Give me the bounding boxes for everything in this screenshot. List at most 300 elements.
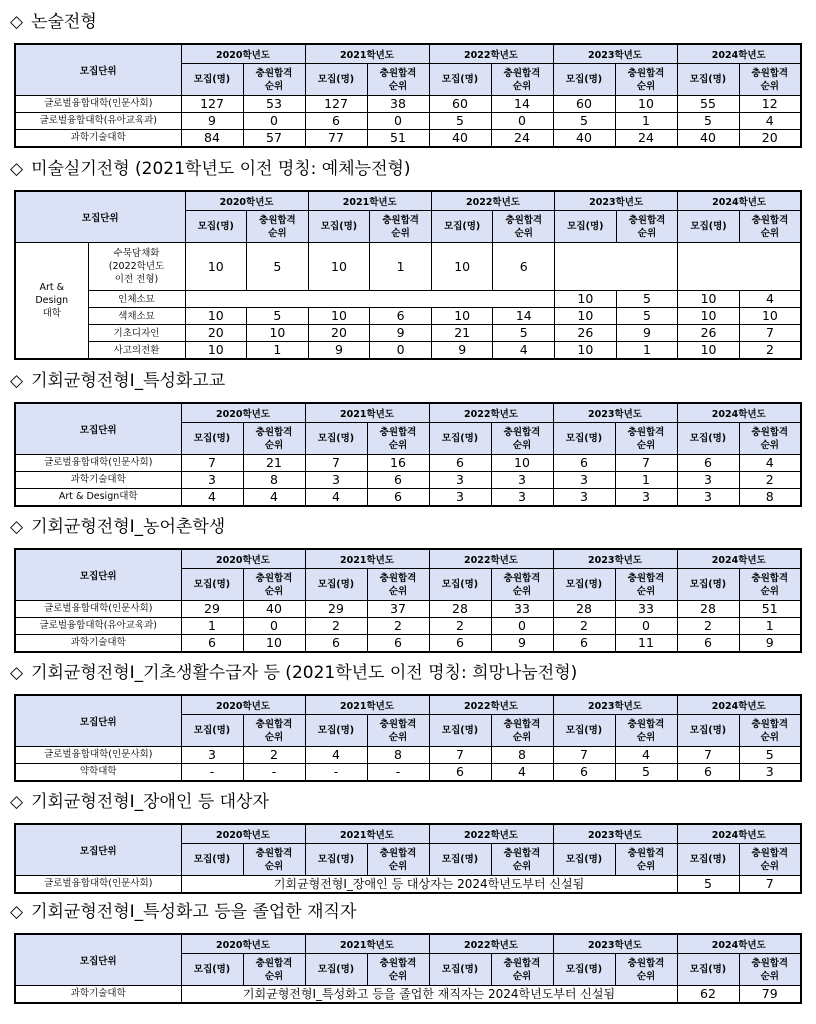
section-title-text: 기회균형전형Ⅰ_농어촌학생: [31, 517, 226, 537]
year-header: 2024학년도: [677, 824, 801, 844]
unit-header: 모집단위: [15, 695, 181, 747]
recruit-count-header: 모집(명): [677, 844, 739, 876]
value-cell: 1: [247, 342, 309, 360]
note-cell: 기회균형전형Ⅰ_장애인 등 대상자는 2024학년도부터 신설됨: [181, 876, 677, 894]
recruit-count-header: 모집(명): [305, 64, 367, 96]
admission-section: [10, 513, 802, 653]
value-cell: -: [181, 764, 243, 782]
additional-pass-rank-header: 충원합격 순위: [491, 569, 553, 601]
value-cell: 4: [615, 747, 677, 764]
value-cell: 7: [615, 455, 677, 472]
value-cell: 4: [739, 113, 801, 130]
value-cell: 6: [305, 113, 367, 130]
value-cell: 4: [243, 489, 305, 507]
admission-section: [10, 8, 802, 148]
value-cell: 127: [305, 96, 367, 113]
unit-label: 과학기술대학: [15, 635, 181, 653]
value-cell: 0: [491, 113, 553, 130]
value-cell: 5: [616, 291, 678, 308]
value-cell: 3: [429, 489, 491, 507]
diamond-icon: ◇: [10, 371, 24, 391]
year-header: 2022학년도: [429, 549, 553, 569]
additional-pass-rank-header: 충원합격 순위: [491, 64, 553, 96]
value-cell: 10: [185, 342, 247, 360]
recruit-count-header: 모집(명): [677, 954, 739, 986]
additional-pass-rank-header: 충원합격 순위: [243, 715, 305, 747]
value-cell: 127: [181, 96, 243, 113]
value-cell: 6: [677, 764, 739, 782]
value-cell: 7: [677, 747, 739, 764]
unit-label: 글로벌융합대학(인문사회): [15, 601, 181, 618]
value-cell: 40: [243, 601, 305, 618]
value-cell: 5: [429, 113, 491, 130]
value-cell: 40: [677, 130, 739, 148]
value-cell: 60: [429, 96, 491, 113]
value-cell: 3: [739, 764, 801, 782]
value-cell: 16: [367, 455, 429, 472]
additional-pass-rank-header: 충원합격 순위: [370, 211, 432, 243]
value-cell: 4: [493, 342, 555, 360]
year-header: 2020학년도: [181, 695, 305, 715]
recruit-count-header: 모집(명): [429, 954, 491, 986]
header-row-years: [15, 549, 801, 569]
section-title: [10, 659, 802, 694]
admission-table: [14, 402, 802, 507]
value-cell: 5: [677, 113, 739, 130]
recruit-count-header: 모집(명): [305, 844, 367, 876]
unit-label: 기초디자인: [88, 325, 185, 342]
admission-table: [14, 933, 802, 1004]
year-header: 2020학년도: [181, 934, 305, 954]
value-cell: 7: [305, 455, 367, 472]
value-cell: 5: [615, 764, 677, 782]
admission-table: [14, 190, 802, 360]
year-header: 2021학년도: [305, 549, 429, 569]
year-header: 2024학년도: [677, 695, 801, 715]
value-cell: 3: [429, 472, 491, 489]
diamond-icon: ◇: [10, 792, 24, 812]
value-cell: 3: [553, 472, 615, 489]
diamond-icon: ◇: [10, 159, 24, 179]
additional-pass-rank-header: 충원합격 순위: [243, 64, 305, 96]
year-header: 2022학년도: [429, 44, 553, 64]
unit-label: 글로벌융합대학(인문사회): [15, 876, 181, 894]
table-row: [15, 342, 801, 360]
value-cell: 10: [185, 243, 247, 291]
recruit-count-header: 모집(명): [185, 211, 247, 243]
year-header: 2021학년도: [305, 934, 429, 954]
value-cell: 2: [243, 747, 305, 764]
value-cell: 12: [739, 96, 801, 113]
additional-pass-rank-header: 충원합격 순위: [615, 954, 677, 986]
value-cell: 5: [493, 325, 555, 342]
table-row: [15, 764, 801, 782]
unit-label: 과학기술대학: [15, 130, 181, 148]
value-cell: 9: [181, 113, 243, 130]
value-cell: 10: [308, 243, 370, 291]
value-cell: 5: [553, 113, 615, 130]
value-cell: 20: [185, 325, 247, 342]
value-cell: 37: [367, 601, 429, 618]
year-header: 2023학년도: [553, 403, 677, 423]
table-row: [15, 113, 801, 130]
recruit-count-header: 모집(명): [181, 569, 243, 601]
recruit-count-header: 모집(명): [555, 211, 617, 243]
value-cell: 40: [429, 130, 491, 148]
year-header: 2023학년도: [553, 549, 677, 569]
value-cell: 1: [616, 342, 678, 360]
value-cell: 3: [305, 472, 367, 489]
additional-pass-rank-header: 충원합격 순위: [615, 844, 677, 876]
empty-cell: [678, 243, 801, 291]
group-label: Art & Design 대학: [15, 243, 88, 360]
recruit-count-header: 모집(명): [429, 715, 491, 747]
additional-pass-rank-header: 충원합격 순위: [739, 954, 801, 986]
table-row: [15, 986, 801, 1004]
table-row: [15, 308, 801, 325]
value-cell: 2: [305, 618, 367, 635]
recruit-count-header: 모집(명): [181, 954, 243, 986]
unit-header: 모집단위: [15, 549, 181, 601]
additional-pass-rank-header: 충원합격 순위: [367, 715, 429, 747]
value-cell: 0: [615, 618, 677, 635]
recruit-count-header: 모집(명): [553, 954, 615, 986]
recruit-count-header: 모집(명): [429, 569, 491, 601]
value-cell: 6: [553, 455, 615, 472]
value-cell: 4: [305, 747, 367, 764]
value-cell: 9: [370, 325, 432, 342]
header-row-years: [15, 695, 801, 715]
value-cell: 3: [181, 472, 243, 489]
year-header: 2020학년도: [181, 824, 305, 844]
value-cell: 6: [429, 764, 491, 782]
value-cell: 29: [305, 601, 367, 618]
diamond-icon: ◇: [10, 517, 24, 537]
value-cell: 24: [615, 130, 677, 148]
admission-section: [10, 367, 802, 507]
value-cell: 10: [555, 308, 617, 325]
unit-header: 모집단위: [15, 934, 181, 986]
section-title: [10, 898, 802, 933]
value-cell: 7: [429, 747, 491, 764]
value-cell: 40: [553, 130, 615, 148]
value-cell: 10: [555, 291, 617, 308]
value-cell: 4: [739, 455, 801, 472]
value-cell: 38: [367, 96, 429, 113]
unit-label: 인체소묘: [88, 291, 185, 308]
value-cell: 10: [555, 342, 617, 360]
value-cell: 11: [615, 635, 677, 653]
year-header: 2022학년도: [429, 934, 553, 954]
recruit-count-header: 모집(명): [181, 423, 243, 455]
additional-pass-rank-header: 충원합격 순위: [493, 211, 555, 243]
value-cell: 6: [429, 635, 491, 653]
additional-pass-rank-header: 충원합격 순위: [243, 844, 305, 876]
additional-pass-rank-header: 충원합격 순위: [616, 211, 678, 243]
value-cell: 84: [181, 130, 243, 148]
value-cell: 2: [429, 618, 491, 635]
unit-label: 글로벌융합대학(인문사회): [15, 96, 181, 113]
diamond-icon: ◇: [10, 902, 24, 922]
value-cell: 1: [370, 243, 432, 291]
table-row: [15, 455, 801, 472]
year-header: 2020학년도: [181, 44, 305, 64]
recruit-count-header: 모집(명): [181, 715, 243, 747]
table-row: [15, 130, 801, 148]
value-cell: -: [367, 764, 429, 782]
additional-pass-rank-header: 충원합격 순위: [243, 954, 305, 986]
value-cell: 2: [677, 618, 739, 635]
additional-pass-rank-header: 충원합격 순위: [367, 844, 429, 876]
value-cell: 0: [243, 618, 305, 635]
value-cell: 6: [429, 455, 491, 472]
unit-header: 모집단위: [15, 824, 181, 876]
section-title: [10, 8, 802, 43]
value-cell: 4: [181, 489, 243, 507]
empty-cell: [555, 243, 678, 291]
additional-pass-rank-header: 충원합격 순위: [739, 423, 801, 455]
value-cell: 7: [739, 325, 801, 342]
value-cell: 77: [305, 130, 367, 148]
year-header: 2021학년도: [305, 403, 429, 423]
value-cell: 51: [367, 130, 429, 148]
recruit-count-header: 모집(명): [677, 423, 739, 455]
additional-pass-rank-header: 충원합격 순위: [615, 64, 677, 96]
value-cell: 10: [739, 308, 801, 325]
value-cell: 3: [491, 489, 553, 507]
value-cell: 4: [305, 489, 367, 507]
header-row-years: [15, 191, 801, 211]
additional-pass-rank-header: 충원합격 순위: [739, 569, 801, 601]
recruit-count-header: 모집(명): [553, 715, 615, 747]
value-cell: 14: [493, 308, 555, 325]
value-cell: 3: [677, 489, 739, 507]
table-row: [15, 747, 801, 764]
value-cell: 10: [247, 325, 309, 342]
section-title-text: 논술전형: [31, 12, 97, 32]
year-header: 2023학년도: [553, 824, 677, 844]
table-row: [15, 96, 801, 113]
value-cell: 3: [677, 472, 739, 489]
unit-label: 색채소묘: [88, 308, 185, 325]
year-header: 2020학년도: [185, 191, 308, 211]
value-cell: 4: [491, 764, 553, 782]
additional-pass-rank-header: 충원합격 순위: [739, 64, 801, 96]
value-cell: 1: [739, 618, 801, 635]
table-row: [15, 291, 801, 308]
additional-pass-rank-header: 충원합격 순위: [739, 844, 801, 876]
value-cell: 62: [677, 986, 739, 1004]
recruit-count-header: 모집(명): [553, 844, 615, 876]
additional-pass-rank-header: 충원합격 순위: [247, 211, 309, 243]
admission-section: [10, 155, 802, 360]
recruit-count-header: 모집(명): [181, 64, 243, 96]
recruit-count-header: 모집(명): [678, 211, 740, 243]
additional-pass-rank-header: 충원합격 순위: [367, 64, 429, 96]
admission-table: [14, 43, 802, 148]
unit-label: 수묵담채화 (2022학년도 이전 전형): [88, 243, 185, 291]
recruit-count-header: 모집(명): [429, 64, 491, 96]
value-cell: 10: [243, 635, 305, 653]
value-cell: 7: [739, 876, 801, 894]
unit-label: Art & Design대학: [15, 489, 181, 507]
value-cell: 33: [615, 601, 677, 618]
table-row: [15, 489, 801, 507]
additional-pass-rank-header: 충원합격 순위: [615, 715, 677, 747]
diamond-icon: ◇: [10, 12, 24, 32]
recruit-count-header: 모집(명): [553, 64, 615, 96]
value-cell: 21: [431, 325, 493, 342]
value-cell: 9: [431, 342, 493, 360]
value-cell: 14: [491, 96, 553, 113]
additional-pass-rank-header: 충원합격 순위: [491, 844, 553, 876]
value-cell: 1: [181, 618, 243, 635]
additional-pass-rank-header: 충원합격 순위: [243, 569, 305, 601]
value-cell: 2: [739, 472, 801, 489]
recruit-count-header: 모집(명): [181, 844, 243, 876]
recruit-count-header: 모집(명): [553, 569, 615, 601]
unit-label: 사고의전환: [88, 342, 185, 360]
table-row: [15, 618, 801, 635]
value-cell: 0: [370, 342, 432, 360]
value-cell: 6: [553, 764, 615, 782]
value-cell: 1: [615, 113, 677, 130]
table-row: [15, 601, 801, 618]
table-row: [15, 243, 801, 291]
value-cell: 79: [739, 986, 801, 1004]
value-cell: 2: [553, 618, 615, 635]
value-cell: 55: [677, 96, 739, 113]
value-cell: 5: [247, 308, 309, 325]
value-cell: 6: [677, 455, 739, 472]
additional-pass-rank-header: 충원합격 순위: [491, 954, 553, 986]
value-cell: 26: [555, 325, 617, 342]
section-title-text: 미술실기전형 (2021학년도 이전 명칭: 예체능전형): [31, 159, 411, 179]
value-cell: 10: [615, 96, 677, 113]
admission-table: [14, 823, 802, 894]
value-cell: 4: [739, 291, 801, 308]
value-cell: 60: [553, 96, 615, 113]
year-header: 2021학년도: [308, 191, 431, 211]
section-title: [10, 513, 802, 548]
year-header: 2024학년도: [677, 403, 801, 423]
admission-section: [10, 659, 802, 782]
section-title-text: 기회균형전형Ⅰ_특성화고 등을 졸업한 재직자: [31, 902, 357, 922]
unit-label: 글로벌융합대학(인문사회): [15, 455, 181, 472]
table-row: [15, 325, 801, 342]
value-cell: 10: [431, 243, 493, 291]
unit-header: 모집단위: [15, 44, 181, 96]
value-cell: 6: [367, 635, 429, 653]
section-title: [10, 367, 802, 402]
header-row-years: [15, 934, 801, 954]
recruit-count-header: 모집(명): [308, 211, 370, 243]
value-cell: 5: [677, 876, 739, 894]
year-header: 2021학년도: [305, 695, 429, 715]
recruit-count-header: 모집(명): [677, 569, 739, 601]
recruit-count-header: 모집(명): [429, 844, 491, 876]
value-cell: 7: [553, 747, 615, 764]
additional-pass-rank-header: 충원합격 순위: [739, 211, 801, 243]
value-cell: 57: [243, 130, 305, 148]
value-cell: 8: [491, 747, 553, 764]
value-cell: 5: [616, 308, 678, 325]
section-title: [10, 788, 802, 823]
recruit-count-header: 모집(명): [429, 423, 491, 455]
year-header: 2021학년도: [305, 824, 429, 844]
year-header: 2022학년도: [429, 695, 553, 715]
recruit-count-header: 모집(명): [677, 64, 739, 96]
admission-section: [10, 788, 802, 894]
additional-pass-rank-header: 충원합격 순위: [615, 569, 677, 601]
year-header: 2022학년도: [429, 403, 553, 423]
value-cell: 10: [678, 308, 740, 325]
year-header: 2023학년도: [555, 191, 678, 211]
value-cell: 10: [491, 455, 553, 472]
value-cell: 9: [308, 342, 370, 360]
recruit-count-header: 모집(명): [305, 569, 367, 601]
value-cell: 2: [367, 618, 429, 635]
additional-pass-rank-header: 충원합격 순위: [491, 715, 553, 747]
header-row-years: [15, 824, 801, 844]
unit-label: 과학기술대학: [15, 472, 181, 489]
value-cell: 10: [185, 308, 247, 325]
value-cell: 6: [367, 472, 429, 489]
value-cell: 24: [491, 130, 553, 148]
value-cell: 8: [739, 489, 801, 507]
additional-pass-rank-header: 충원합격 순위: [367, 569, 429, 601]
value-cell: 10: [431, 308, 493, 325]
unit-label: 과학기술대학: [15, 986, 181, 1004]
value-cell: 21: [243, 455, 305, 472]
recruit-count-header: 모집(명): [305, 954, 367, 986]
value-cell: 33: [491, 601, 553, 618]
value-cell: 26: [678, 325, 740, 342]
admission-table: [14, 694, 802, 782]
unit-label: 글로벌융합대학(유아교육과): [15, 618, 181, 635]
year-header: 2021학년도: [305, 44, 429, 64]
admission-table: [14, 548, 802, 653]
section-title-text: 기회균형전형Ⅰ_특성화고교: [31, 371, 226, 391]
year-header: 2022학년도: [429, 824, 553, 844]
value-cell: 9: [491, 635, 553, 653]
year-header: 2020학년도: [181, 403, 305, 423]
value-cell: 6: [677, 635, 739, 653]
header-row-years: [15, 403, 801, 423]
value-cell: 3: [553, 489, 615, 507]
year-header: 2024학년도: [677, 549, 801, 569]
value-cell: 5: [739, 747, 801, 764]
value-cell: -: [243, 764, 305, 782]
value-cell: 6: [367, 489, 429, 507]
unit-header: 모집단위: [15, 403, 181, 455]
value-cell: 28: [553, 601, 615, 618]
admission-section: [10, 898, 802, 1004]
value-cell: 10: [678, 291, 740, 308]
value-cell: 10: [678, 342, 740, 360]
value-cell: 8: [367, 747, 429, 764]
additional-pass-rank-header: 충원합격 순위: [491, 423, 553, 455]
year-header: 2024학년도: [677, 44, 801, 64]
year-header: 2023학년도: [553, 695, 677, 715]
value-cell: 6: [553, 635, 615, 653]
value-cell: -: [305, 764, 367, 782]
value-cell: 53: [243, 96, 305, 113]
diamond-icon: ◇: [10, 663, 24, 683]
additional-pass-rank-header: 충원합격 순위: [615, 423, 677, 455]
recruit-count-header: 모집(명): [305, 715, 367, 747]
year-header: 2024학년도: [677, 934, 801, 954]
